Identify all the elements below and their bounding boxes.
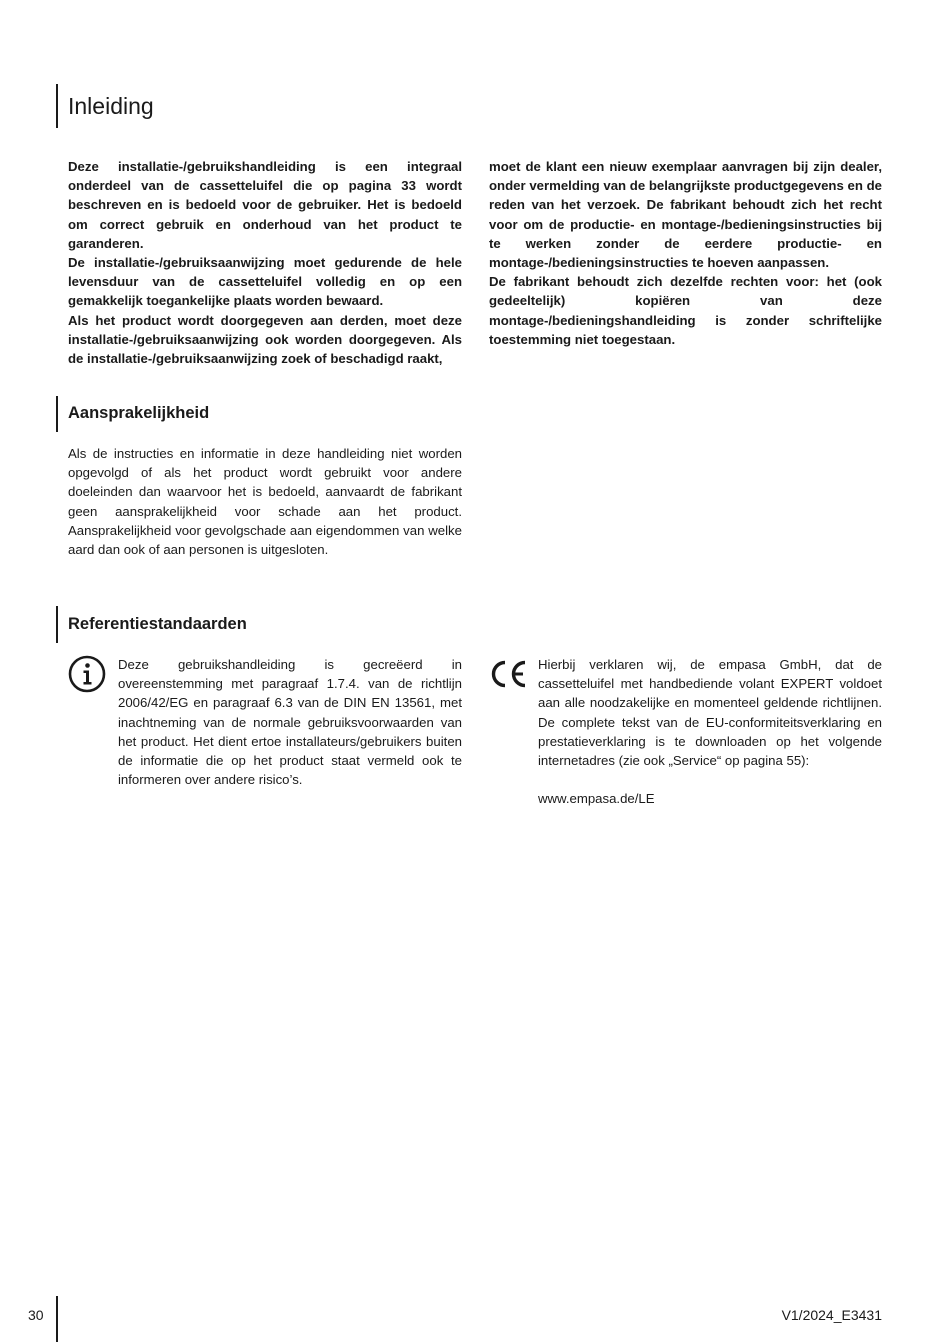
intro-column-1 <box>68 157 462 368</box>
intro-col1-para-2: De installatie-/gebruiksaanwijzing moet gedurende de hele levensduur van de cassetteluifel volledig en op een gemakkelijk toegankelijke plaats worden bewaard. <box>68 255 462 309</box>
standards-ce-url[interactable]: www.empasa.de/LE <box>538 791 655 807</box>
version-label: V1/2024_E3431 <box>781 1307 882 1323</box>
ce-mark-icon <box>488 659 528 689</box>
standards-info-text: Deze gebruikshandleiding is gecreëerd in overeenstemming met paragraaf 1.7.4. van de richtlijn 2006/42/EG en paragraaf 6.3 van de DIN EN 13561, met inachtneming van de normale gebruiksvoorwaarden van het product. Het dient ertoe installateurs/gebruikers buiten de informatie die op het product staat vermeld ook te informeren over andere risico’s. <box>118 657 462 788</box>
heading-liability: Aansprakelijkheid <box>68 404 210 422</box>
info-icon <box>68 655 106 693</box>
intro-col1-para-3: Als het product wordt doorgegeven aan derden, moet deze installatie-/gebruiksaanwijzing ook worden doorgegeven. Als de installatie-/gebruiksaanwijzing zoek of beschadigd raakt, <box>68 312 462 367</box>
intro-col2-para-2: De fabrikant behoudt zich dezelfde rechten voor: het (ook gedeeltelijk) kopiëren van deze montage-/bedieningshandleiding is zonder schriftelijke toestemming niet toegestaan. <box>489 274 882 347</box>
heading-standards: Referentiestandaarden <box>68 615 247 633</box>
intro-column-2 <box>489 157 882 349</box>
intro-col1-para-1: Deze installatie-/gebruikshandleiding is een integraal onderdeel van de cassetteluifel die op pagina 33 wordt beschreven en is bedoeld voor de gebruiker. Het is bedoeld om correct gebruik en onderhoud van het product te garanderen. <box>68 159 462 251</box>
footer-bar <box>56 1296 58 1342</box>
heading-intro: Inleiding <box>68 93 154 119</box>
page-number: 30 <box>28 1307 44 1323</box>
section-bar-intro <box>56 84 58 128</box>
intro-col2-para-1: moet de klant een nieuw exemplaar aanvragen bij zijn dealer, onder vermelding van de belangrijkste productgegevens en de reden van het verzoek. De fabrikant behoudt zich het recht voor om de productie- en montage-/bedieningsinstructies bij te werken zonder de eerdere productie- en montage-/bedieningsinstructies te hoeven aanpassen. <box>489 159 882 271</box>
section-bar-standards <box>56 606 58 643</box>
section-bar-liability <box>56 396 58 432</box>
liability-text: Als de instructies en informatie in deze handleiding niet worden opgevolgd of als het product wordt gebruikt voor andere doeleinden dan waarvoor het is bedoeld, aanvaardt de fabrikant geen aansprakelijkheid voor schade aan het product. Aansprakelijkheid voor gevolgschade aan eigendommen van welke aard dan ook of aan personen is uitgesloten. <box>68 446 462 558</box>
standards-ce-block <box>538 655 882 808</box>
standards-ce-text: Hierbij verklaren wij, de empasa GmbH, dat de cassetteluifel met handbediende volant EXPERT voldoet aan alle noodzakelijke en momenteel geldende richtlijnen. De complete tekst van de EU-conformiteitsverklaring en prestatieverklaring is te downloaden op het volgende internetadres (zie ook „Service“ op pagina 55): <box>538 657 882 769</box>
